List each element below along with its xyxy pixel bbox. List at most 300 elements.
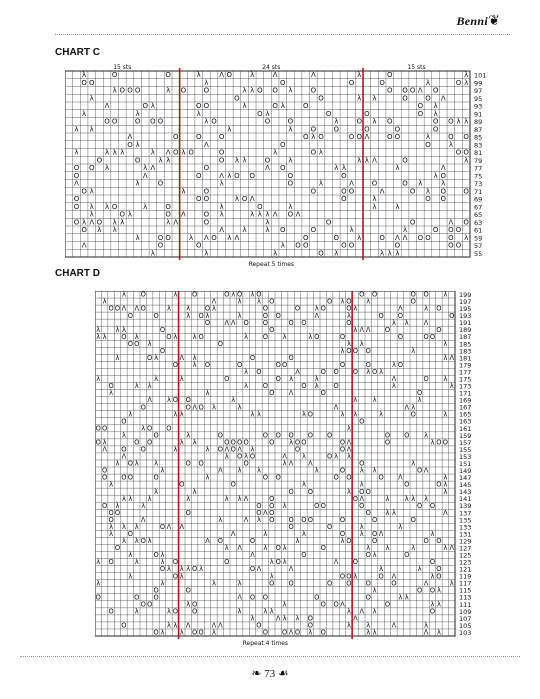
chart-d-stitch-symbol: O bbox=[198, 459, 204, 468]
chart-d-stitch-symbol: λ bbox=[96, 325, 101, 334]
chart-d-stitch-symbol: O bbox=[314, 501, 320, 510]
chart-d-stitch-symbol: O bbox=[417, 466, 423, 475]
chart-c-stitch-symbol: O bbox=[409, 187, 416, 196]
chart-c-stitch-symbol: O bbox=[310, 125, 317, 134]
chart-d-repeat-label: Repeat 4 times bbox=[242, 640, 289, 647]
chart-c-stitch-symbol: O bbox=[440, 171, 447, 180]
chart-c-stitch-symbol: O bbox=[348, 187, 355, 196]
chart-d-stitch-symbol: λ bbox=[102, 332, 107, 341]
chart-c-stitch-symbol: Λ bbox=[379, 187, 385, 196]
chart-d-stitch-symbol: λ bbox=[411, 346, 416, 355]
chart-c-stitch-symbol: O bbox=[325, 109, 332, 118]
chart-d-stitch-symbol: O bbox=[417, 586, 423, 595]
chart-d-stitch-symbol: O bbox=[275, 361, 281, 370]
chart-c-stitch-symbol: Λ bbox=[417, 86, 423, 95]
chart-d-row-number: 145 bbox=[459, 481, 472, 490]
chart-c-stitch-symbol: O bbox=[203, 187, 210, 196]
chart-c-stitch-symbol: O bbox=[157, 233, 164, 242]
chart-c-stitch-symbol: Λ bbox=[165, 148, 171, 157]
chart-c-stitch-symbol: λ bbox=[143, 164, 148, 173]
chart-d-stitch-symbol: O bbox=[140, 445, 146, 454]
chart-d-stitch-symbol: Λ bbox=[423, 579, 429, 588]
chart-c-stitch-symbol: λ bbox=[265, 226, 270, 235]
chart-c-stitch-symbol: O bbox=[287, 171, 294, 180]
chart-c-stitch-symbol: λ bbox=[250, 71, 255, 80]
chart-d-stitch-symbol: λ bbox=[134, 522, 139, 531]
chart-c-stitch-symbol: O bbox=[394, 241, 401, 250]
chart-d-row-number: 121 bbox=[459, 565, 472, 574]
chart-d-stitch-symbol: λ bbox=[359, 466, 364, 475]
chart-d-stitch-symbol: Λ bbox=[218, 621, 223, 630]
chart-c-stitch-symbol: O bbox=[432, 117, 439, 126]
chart-c-stitch-symbol: Λ bbox=[265, 164, 270, 173]
chart-d-stitch-symbol: O bbox=[262, 628, 268, 637]
chart-c-stitch-symbol: λ bbox=[227, 233, 232, 242]
chart-d-stitch-symbol: λ bbox=[424, 304, 429, 313]
chart-d-stitch-symbol: λ bbox=[256, 410, 261, 419]
chart-d-row-number: 105 bbox=[459, 621, 472, 630]
chart-d-stitch-symbol: λ bbox=[147, 382, 152, 391]
chart-d-stitch-symbol: O bbox=[269, 389, 275, 398]
chart-c-stitch-symbol: O bbox=[188, 148, 194, 157]
chart-c-row-number: 67 bbox=[474, 203, 483, 212]
chart-d-stitch-symbol: O bbox=[269, 508, 275, 517]
chart-c-stitch-symbol: λ bbox=[234, 195, 240, 204]
chart-d-stitch-symbol: λ bbox=[160, 466, 165, 475]
chart-d-stitch-symbol: O bbox=[153, 311, 159, 320]
chart-d-stitch-symbol: O bbox=[372, 530, 378, 539]
chart-c-stitch-count-label: 15 sts bbox=[113, 64, 132, 71]
chart-c-row-number: 55 bbox=[474, 249, 483, 258]
chart-c-stitch-symbol: O bbox=[264, 117, 271, 126]
chart-d-stitch-symbol: λ bbox=[366, 544, 371, 553]
chart-d-stitch-symbol: O bbox=[436, 537, 442, 546]
chart-d-grid bbox=[95, 291, 485, 650]
chart-c-stitch-symbol: O bbox=[234, 171, 240, 180]
chart-c-stitch-symbol: O bbox=[394, 133, 401, 142]
chart-c-stitch-symbol: O bbox=[211, 233, 217, 242]
chart-d-stitch-symbol: O bbox=[423, 375, 429, 384]
chart-d-stitch-symbol: λ bbox=[301, 480, 306, 489]
chart-d-stitch-symbol: O bbox=[269, 438, 275, 447]
chart-d-stitch-symbol: Λ bbox=[224, 318, 230, 327]
chart-d-stitch-symbol: O bbox=[140, 600, 146, 609]
chart-c-stitch-symbol: O bbox=[318, 249, 324, 258]
chart-d-stitch-symbol: λ bbox=[430, 572, 435, 581]
chart-d-stitch-symbol: λ bbox=[334, 452, 339, 461]
chart-c-stitch-symbol: λ bbox=[441, 179, 446, 188]
chart-d-stitch-symbol: λ bbox=[295, 537, 300, 546]
chart-d-stitch-symbol: O bbox=[365, 551, 371, 560]
chart-d-stitch-symbol: λ bbox=[154, 354, 159, 362]
chart-d-stitch-symbol: λ bbox=[282, 459, 287, 468]
chart-c-stitch-symbol: O bbox=[302, 102, 309, 111]
chart-d-row-number: 153 bbox=[459, 452, 472, 461]
chart-d-stitch-symbol: O bbox=[121, 445, 127, 454]
chart-d-stitch-symbol: O bbox=[307, 487, 313, 496]
chart-d-stitch-symbol: O bbox=[423, 332, 429, 341]
chart-d-stitch-symbol: O bbox=[333, 473, 339, 482]
chart-d-stitch-symbol: O bbox=[140, 291, 146, 299]
chart-d-stitch-symbol: Λ bbox=[333, 558, 339, 567]
chart-c-stitch-symbol: λ bbox=[242, 102, 247, 111]
chart-c-row-number: 59 bbox=[474, 234, 483, 243]
chart-c-stitch-symbol: λ bbox=[135, 233, 140, 242]
chart-c-stitch-symbol: O bbox=[387, 117, 393, 126]
chart-c-stitch-count-label: 24 sts bbox=[262, 64, 281, 71]
chart-d-stitch-symbol: λ bbox=[121, 431, 126, 440]
chart-d-stitch-symbol: λ bbox=[443, 291, 448, 299]
chart-d-stitch-symbol: λ bbox=[173, 621, 178, 630]
chart-d-stitch-symbol: O bbox=[365, 487, 371, 496]
chart-c-stitch-symbol: λ bbox=[280, 241, 285, 250]
chart-c-stitch-symbol: O bbox=[119, 86, 126, 95]
chart-d-stitch-symbol: O bbox=[114, 304, 121, 313]
chart-d-stitch-symbol: O bbox=[275, 558, 281, 567]
chart-c-stitch-symbol: λ bbox=[82, 218, 87, 227]
chart-d-stitch-symbol: Λ bbox=[423, 318, 429, 327]
chart-d-stitch-symbol: O bbox=[294, 445, 301, 454]
chart-c-stitch-symbol: λ bbox=[242, 156, 247, 165]
chart-c-stitch-symbol: λ bbox=[166, 156, 171, 165]
chart-c-stitch-symbol: Λ bbox=[310, 71, 316, 80]
chart-c-row-number: 101 bbox=[474, 71, 487, 80]
chart-c-stitch-symbol: λ bbox=[89, 125, 94, 134]
chart-c-stitch-symbol: Λ bbox=[81, 241, 87, 250]
chart-d-stitch-symbol: λ bbox=[411, 544, 416, 553]
chart-c-stitch-symbol: O bbox=[165, 71, 171, 80]
chart-c-stitch-symbol: O bbox=[218, 148, 225, 157]
chart-d-stitch-symbol: λ bbox=[359, 522, 364, 531]
chart-c-stitch-symbol: O bbox=[111, 202, 118, 211]
chart-d-stitch-symbol: O bbox=[384, 325, 391, 334]
chart-d-stitch-symbol: λ bbox=[115, 501, 120, 510]
chart-d-stitch-symbol: Λ bbox=[192, 403, 197, 412]
chart-d-stitch-symbol: λ bbox=[173, 445, 178, 454]
chart-d-stitch-symbol: O bbox=[127, 459, 133, 468]
chart-c-stitch-symbol: O bbox=[425, 94, 431, 103]
chart-c-stitch-symbol: λ bbox=[219, 179, 224, 188]
chart-d-stitch-symbol: λ bbox=[256, 297, 261, 306]
chart-c-stitch-symbol: λ bbox=[357, 156, 362, 165]
chart-d-stitch-symbol: O bbox=[269, 325, 275, 334]
chart-d-stitch-symbol: O bbox=[102, 466, 108, 475]
chart-c-stitch-symbol: λ bbox=[425, 133, 431, 142]
chart-d-stitch-symbol: O bbox=[442, 438, 448, 447]
chart-d-stitch-symbol: Λ bbox=[288, 459, 294, 468]
chart-c-row-number: 63 bbox=[474, 218, 483, 227]
chart-d-stitch-symbol: λ bbox=[353, 304, 358, 313]
chart-c-stitch-symbol: O bbox=[448, 226, 454, 235]
chart-d-stitch-symbol: O bbox=[192, 565, 198, 574]
chart-d-stitch-symbol: λ bbox=[179, 375, 184, 384]
chart-c-stitch-symbol: O bbox=[73, 195, 80, 204]
chart-d-stitch-symbol: O bbox=[307, 515, 313, 524]
chart-d-row-number: 155 bbox=[459, 445, 472, 454]
page-footer bbox=[0, 650, 540, 699]
chart-d-stitch-symbol: O bbox=[282, 628, 288, 637]
chart-d-stitch-symbol: λ bbox=[430, 438, 435, 447]
chart-c-stitch-symbol: Λ bbox=[203, 140, 209, 149]
chart-d-stitch-symbol: O bbox=[134, 593, 140, 602]
chart-d-stitch-symbol: O bbox=[102, 501, 108, 510]
chart-c-stitch-symbol: O bbox=[318, 133, 324, 142]
chart-d-stitch-symbol: O bbox=[346, 318, 352, 327]
chart-d-stitch-symbol: O bbox=[262, 332, 268, 341]
chart-d-stitch-symbol: O bbox=[307, 431, 313, 440]
chart-c-row-number: 91 bbox=[474, 110, 483, 119]
chart-d-stitch-symbol: O bbox=[294, 438, 301, 447]
chart-c-stitch-symbol: O bbox=[302, 241, 309, 250]
chart-c-stitch-symbol: λ bbox=[425, 187, 431, 196]
chart-d-stitch-symbol: λ bbox=[237, 494, 242, 503]
chart-c-stitch-symbol: λ bbox=[288, 156, 293, 165]
chart-d-stitch-symbol: O bbox=[275, 431, 281, 440]
chart-c-stitch-symbol: O bbox=[387, 86, 393, 95]
chart-c-stitch-symbol: λ bbox=[433, 171, 438, 180]
chart-c-stitch-symbol: O bbox=[341, 195, 347, 204]
chart-d-stitch-symbol: λ bbox=[224, 452, 229, 461]
chart-c-stitch-symbol: O bbox=[348, 133, 355, 142]
chart-d-stitch-symbol: λ bbox=[359, 480, 364, 489]
chart-c-stitch-symbol: O bbox=[448, 241, 454, 250]
chart-c-stitch-symbol: Λ bbox=[104, 102, 110, 111]
chart-c-stitch-symbol: O bbox=[425, 140, 431, 149]
chart-d-stitch-symbol: λ bbox=[256, 515, 261, 524]
chart-d-stitch-symbol: λ bbox=[102, 297, 107, 306]
chart-d-stitch-symbol: λ bbox=[115, 354, 120, 362]
chart-d-stitch-symbol: O bbox=[108, 382, 114, 391]
chart-d-stitch-symbol: λ bbox=[436, 628, 441, 637]
chart-d-stitch-symbol: O bbox=[282, 361, 288, 370]
chart-c-stitch-symbol: λ bbox=[89, 210, 94, 219]
chart-c-stitch-symbol: O bbox=[387, 71, 393, 80]
chart-d-stitch-symbol: O bbox=[410, 410, 416, 419]
chart-d-row-number: 191 bbox=[459, 319, 472, 328]
chart-c-stitch-symbol: λ bbox=[112, 218, 117, 227]
chart-d-stitch-symbol: Λ bbox=[243, 494, 249, 503]
chart-c-stitch-symbol: O bbox=[203, 102, 210, 111]
chart-d-stitch-symbol: O bbox=[365, 346, 371, 355]
chart-c-stitch-symbol: O bbox=[448, 133, 454, 142]
chart-d-stitch-symbol: O bbox=[288, 515, 294, 524]
chart-c-stitch-symbol: λ bbox=[204, 78, 209, 87]
chart-d-stitch-symbol: O bbox=[320, 501, 326, 510]
chart-d-row-number: 109 bbox=[459, 607, 472, 616]
chart-d-stitch-symbol: λ bbox=[359, 339, 364, 348]
chart-d-stitch-symbol: Λ bbox=[423, 466, 429, 475]
chart-c-stitch-symbol: O bbox=[81, 226, 87, 235]
chart-c-stitch-symbol: O bbox=[364, 109, 370, 118]
chart-d-stitch-symbol: Λ bbox=[134, 304, 140, 313]
chart-d-stitch-symbol: O bbox=[288, 522, 294, 531]
chart-d-stitch-symbol: λ bbox=[372, 466, 377, 475]
chart-d-stitch-symbol: O bbox=[127, 530, 133, 539]
chart-c-stitch-symbol: λ bbox=[402, 226, 408, 235]
chart-c-stitch-symbol: λ bbox=[104, 202, 110, 211]
chart-c-stitch-symbol: λ bbox=[311, 133, 316, 142]
chart-d-stitch-symbol: λ bbox=[443, 473, 448, 482]
chart-d-stitch-symbol: Λ bbox=[295, 368, 300, 377]
chart-d-stitch-symbol: O bbox=[121, 417, 127, 426]
chart-d-stitch-symbol: λ bbox=[398, 593, 403, 602]
chart-d-title: CHART D bbox=[55, 268, 100, 279]
chart-d-stitch-symbol: λ bbox=[160, 628, 165, 637]
chart-d-stitch-symbol: λ bbox=[353, 396, 358, 405]
chart-c-stitch-symbol: λ bbox=[341, 164, 346, 173]
chart-d-stitch-symbol: λ bbox=[166, 621, 171, 630]
chart-c-stitch-symbol: λ bbox=[181, 187, 186, 196]
chart-c-stitch-symbol: λ bbox=[448, 140, 453, 149]
chart-d-stitch-symbol: λ bbox=[237, 579, 242, 588]
chart-d-stitch-symbol: λ bbox=[340, 297, 345, 306]
book-title: Benni bbox=[456, 14, 488, 28]
chart-d-stitch-symbol: λ bbox=[211, 304, 216, 313]
chart-d-stitch-symbol: λ bbox=[237, 297, 242, 306]
chart-c-stitch-symbol: O bbox=[310, 148, 317, 157]
chart-d-row-number: 147 bbox=[459, 474, 472, 483]
chart-c-row-number: 71 bbox=[474, 187, 483, 196]
chart-d-row-number: 139 bbox=[459, 502, 472, 511]
chart-d-stitch-symbol: λ bbox=[192, 332, 197, 341]
chart-d-row-number: 177 bbox=[459, 368, 472, 377]
chart-c-stitch-symbol: λ bbox=[334, 249, 339, 258]
chart-d-stitch-symbol: O bbox=[262, 593, 268, 602]
chart-c-stitch-symbol: λ bbox=[265, 109, 270, 118]
chart-d-stitch-symbol: λ bbox=[366, 628, 371, 637]
chart-d-stitch-symbol: Λ bbox=[404, 403, 410, 412]
chart-d-stitch-symbol: O bbox=[346, 537, 352, 546]
chart-c-stitch-symbol: λ bbox=[288, 202, 293, 211]
chart-c-row-number: 81 bbox=[474, 149, 483, 158]
chart-c-stitch-symbol: λ bbox=[425, 78, 431, 87]
chart-d-stitch-symbol: O bbox=[237, 438, 243, 447]
chart-d-row-number: 107 bbox=[459, 614, 472, 623]
chart-d-stitch-symbol: Λ bbox=[121, 452, 127, 461]
chart-c-stitch-symbol: O bbox=[463, 133, 469, 142]
chart-c-stitch-symbol: λ bbox=[120, 148, 125, 157]
chart-d-stitch-symbol: Λ bbox=[250, 551, 255, 560]
chart-c-stitch-symbol: O bbox=[310, 226, 317, 235]
chart-c-stitch-symbol: O bbox=[203, 86, 210, 95]
chart-c-stitch-symbol: λ bbox=[196, 71, 201, 80]
chart-d-stitch-symbol: λ bbox=[186, 494, 191, 503]
chart-c-stitch-symbol: O bbox=[81, 187, 87, 196]
chart-d-stitch-symbol: O bbox=[159, 565, 166, 574]
chart-c-row-number: 97 bbox=[474, 87, 483, 96]
chart-d-stitch-symbol: λ bbox=[192, 361, 197, 370]
chart-c-stitch-symbol: O bbox=[203, 195, 210, 204]
chart-c-stitch-symbol: Λ bbox=[234, 233, 240, 242]
chart-c-stitch-symbol: O bbox=[195, 195, 202, 204]
chart-c-stitch-symbol: O bbox=[455, 226, 462, 235]
chart-d-stitch-symbol: O bbox=[288, 487, 294, 496]
chart-d-stitch-symbol: O bbox=[256, 501, 262, 510]
chart-d-stitch-symbol: λ bbox=[186, 304, 191, 313]
chart-c-stitch-symbol: O bbox=[280, 78, 286, 87]
chart-c-stitch-symbol: Λ bbox=[272, 210, 278, 219]
chart-d-stitch-symbol: λ bbox=[411, 494, 416, 503]
chart-d-stitch-symbol: λ bbox=[141, 501, 146, 510]
chart-d-stitch-symbol: λ bbox=[366, 368, 371, 377]
chart-c-stitch-symbol: O bbox=[134, 86, 141, 95]
chart-d-stitch-symbol: O bbox=[327, 579, 333, 588]
chart-d-row-number: 129 bbox=[459, 537, 472, 546]
chart-d-stitch-symbol: O bbox=[429, 558, 436, 567]
chart-d-stitch-symbol: λ bbox=[263, 607, 268, 616]
chart-d-stitch-symbol: Λ bbox=[449, 544, 455, 553]
chart-d-stitch-symbol: O bbox=[404, 431, 410, 440]
chart-d-stitch-symbol: λ bbox=[379, 410, 384, 419]
chart-d-stitch-symbol: Λ bbox=[211, 297, 217, 306]
chart-c-stitch-symbol: λ bbox=[288, 125, 293, 134]
chart-d-stitch-symbol: λ bbox=[308, 628, 313, 637]
chart-d-stitch-symbol: λ bbox=[134, 459, 139, 468]
chart-d-row-number: 143 bbox=[459, 488, 472, 497]
chart-d-row-number: 113 bbox=[459, 593, 472, 602]
chart-d-stitch-symbol: O bbox=[153, 628, 159, 637]
chart-c bbox=[65, 64, 500, 271]
chart-d-stitch-symbol: λ bbox=[385, 544, 390, 553]
chart-c-stitch-symbol: λ bbox=[89, 202, 94, 211]
chart-c-stitch-symbol: O bbox=[157, 179, 164, 188]
chart-c-stitch-symbol: O bbox=[333, 125, 340, 134]
chart-d-stitch-symbol: O bbox=[333, 600, 339, 609]
chart-c-stitch-symbol: λ bbox=[280, 102, 285, 111]
flourish-icon: ❦ bbox=[488, 14, 500, 29]
chart-c-repeat-label: Repeat 5 times bbox=[248, 261, 295, 268]
chart-d-stitch-symbol: O bbox=[108, 558, 114, 567]
chart-d-stitch-symbol: λ bbox=[128, 572, 133, 581]
chart-d-stitch-symbol: λ bbox=[269, 572, 274, 581]
chart-d-stitch-symbol: λ bbox=[160, 579, 165, 588]
chart-c-stitch-symbol: O bbox=[341, 241, 347, 250]
chart-c-stitch-symbol: O bbox=[73, 171, 80, 180]
chart-d-stitch-symbol: λ bbox=[301, 530, 306, 539]
chart-d-stitch-symbol: O bbox=[95, 424, 101, 433]
chart-c-stitch-symbol: λ bbox=[380, 249, 385, 258]
chart-d-stitch-symbol: O bbox=[159, 325, 166, 334]
chart-c-stitch-symbol: Λ bbox=[295, 210, 301, 219]
chart-d-stitch-symbol: λ bbox=[179, 438, 184, 447]
chart-d-stitch-symbol: O bbox=[269, 297, 275, 306]
chart-d-stitch-symbol: O bbox=[204, 361, 211, 370]
chart-c-stitch-symbol: λ bbox=[204, 117, 209, 126]
chart-d-stitch-symbol: λ bbox=[385, 494, 390, 503]
chart-c-stitch-symbol: O bbox=[455, 241, 462, 250]
chart-d-stitch-symbol: O bbox=[449, 311, 455, 320]
chart-c-stitch-symbol: λ bbox=[318, 148, 324, 157]
chart-c-stitch-symbol: λ bbox=[150, 249, 155, 258]
chart-c-stitch-symbol: O bbox=[440, 187, 447, 196]
chart-d-row-number: 123 bbox=[459, 558, 472, 567]
chart-d-stitch-symbol: Λ bbox=[346, 445, 352, 454]
chart-d-stitch-symbol: O bbox=[365, 508, 371, 517]
chart-d-stitch-symbol: O bbox=[262, 382, 268, 391]
chart-d-stitch-symbol: λ bbox=[96, 579, 101, 588]
chart-d-stitch-symbol: λ bbox=[301, 410, 306, 419]
chart-d-stitch-symbol: Λ bbox=[340, 600, 345, 609]
chart-d-stitch-symbol: Λ bbox=[121, 304, 127, 313]
chart-d-stitch-symbol: λ bbox=[166, 396, 171, 405]
chart-d-stitch-symbol: O bbox=[436, 438, 442, 447]
chart-c-stitch-symbol: λ bbox=[219, 202, 224, 211]
chart-d-stitch-symbol: O bbox=[346, 346, 352, 355]
chart-c-stitch-symbol: O bbox=[409, 218, 416, 227]
chart-d-stitch-symbol: λ bbox=[436, 586, 441, 595]
chart-d-stitch-symbol: O bbox=[262, 318, 268, 327]
chart-c-stitch-symbol: Λ bbox=[349, 179, 354, 188]
